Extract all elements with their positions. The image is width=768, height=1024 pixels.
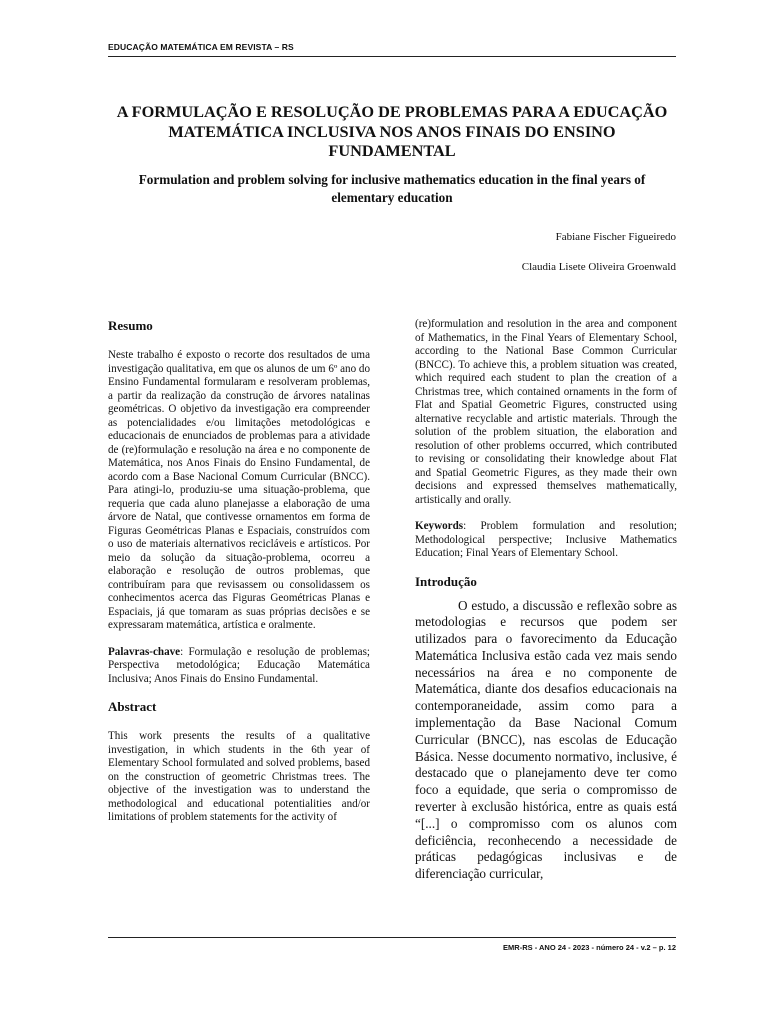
header-rule — [108, 56, 676, 57]
keywords-text: : Problem formulation and resolution; Methodological perspective; Inclusive Mathematics Education; Final Years of Elementary School. — [415, 520, 677, 559]
resumo-heading: Resumo — [108, 318, 153, 333]
resumo-text: Neste trabalho é exposto o recorte dos resultados de uma investigação qualitativa, em que os alunos de um 6º ano do Ensino Fundamental formularam e resolveram problemas, a partir da realização da construção de árvores natalinas geométricas. O objetivo da investigação era compreender as potencialidades e/ou limitações metodológicas e educacionais de enunciados de problemas para a atividade de (re)formulação e resolução na área e no componente de Matemática, nos Anos Finais do Ensino Fundamental, de acordo com a Base Nacional Comum Curricular (BNCC). Para atingi-lo, produziu-se uma situação-problema, que requeria que cada aluno planejasse a elaboração de uma árvore de Natal, que contivesse ornamentos em forma de Figuras Geométricas Planas e Espaciais, construídos com o uso de materiais alternativos recicláveis e artísticos. Por meio da solução da situação-problema, ocorreu a elaboração e resolução de outros problemas, que contribuíram para que revisassem ou consolidassem os conhecimentos acerca das Figuras Geométricas Planas e Espaciais, já que tomaram as suas próprias decisões e se expressaram matemática, artística e oralmente. — [108, 349, 370, 631]
keywords — [415, 520, 677, 561]
palavras-chave — [108, 646, 370, 687]
footer-citation: EMR-RS - ANO 24 - 2023 - número 24 - v.2 – p. 12 — [503, 943, 676, 952]
introducao-heading: Introdução — [415, 573, 477, 589]
author-2: Claudia Lisete Oliveira Groenwald — [521, 261, 676, 273]
keywords-label: Keywords — [415, 520, 464, 532]
palavras-chave-text: : Formulação e resolução de problemas; Perspectiva metodológica; Educação Matemática Inclusiva; Anos Finais do Ensino Fundamental. — [108, 645, 370, 685]
footer-rule — [108, 937, 676, 938]
right-column — [415, 318, 677, 883]
abstract-heading: Abstract — [108, 699, 157, 714]
abstract-text-part1: This work presents the results of a qualitative investigation, in which students in the 6th year of Elementary School formulated and solved problems, based on the construction of geometric Christmas trees. The objective of the investigation was to understand the methodological and educational potentialities and/or limitations of problem statements for the activity of — [108, 730, 370, 823]
palavras-chave-label: Palavras-chave — [108, 645, 181, 658]
abstract-text-part2: (re)formulation and resolution in the area and component of Mathematics, in the Final Years of Elementary School, according to the National Base Common Curricular (BNCC). To achieve this, a problem situation was created, which required each student to plan the creation of a Christmas tree, which contained ornaments in the form of Flat and Spatial Geometric Figures, constructed using alternative recyclable and artistic materials. Through the solution of the problem situation, the elaboration and resolution of other problems occurred, which contributed to revising or consolidating their knowledge about Flat and Spatial Geometric Figures, as they made their own decisions and expressed themselves mathematically, artistically and orally. — [415, 318, 677, 506]
article-title: A FORMULAÇÃO E RESOLUÇÃO DE PROBLEMAS PARA A EDUCAÇÃO MATEMÁTICA INCLUSIVA NOS ANOS FINAIS DO ENSINO FUNDAMENTAL — [116, 102, 668, 160]
introducao-text: O estudo, a discussão e reflexão sobre as metodologias e recursos que podem ser utilizados para o favorecimento da Educação Matemática Inclusiva estão cada vez mais sendo necessários na área e no componente de Matemática, diante dos desafios educacionais na contemporaneidade, assim como para a implementação da Base Nacional Comum Curricular (BNCC), nas escolas de Educação Básica. Nesse documento normativo, inclusive, é destacado que o planejamento deve ter como foco a equidade, que seria o compromisso de reverter à exclusão histórica, entre as quais está “[...] o compromisso com os alunos com deficiência, reconhecendo a necessidade de práticas pedagógicas inclusivas e de diferenciação curricular, — [415, 597, 677, 882]
article-subtitle: Formulation and problem solving for inclusive mathematics education in the final years of elementary education — [138, 172, 646, 205]
author-1: Fabiane Fischer Figueiredo — [555, 231, 676, 243]
left-column — [108, 318, 370, 825]
running-head: EDUCAÇÃO MATEMÁTICA EM REVISTA – RS — [108, 42, 294, 52]
